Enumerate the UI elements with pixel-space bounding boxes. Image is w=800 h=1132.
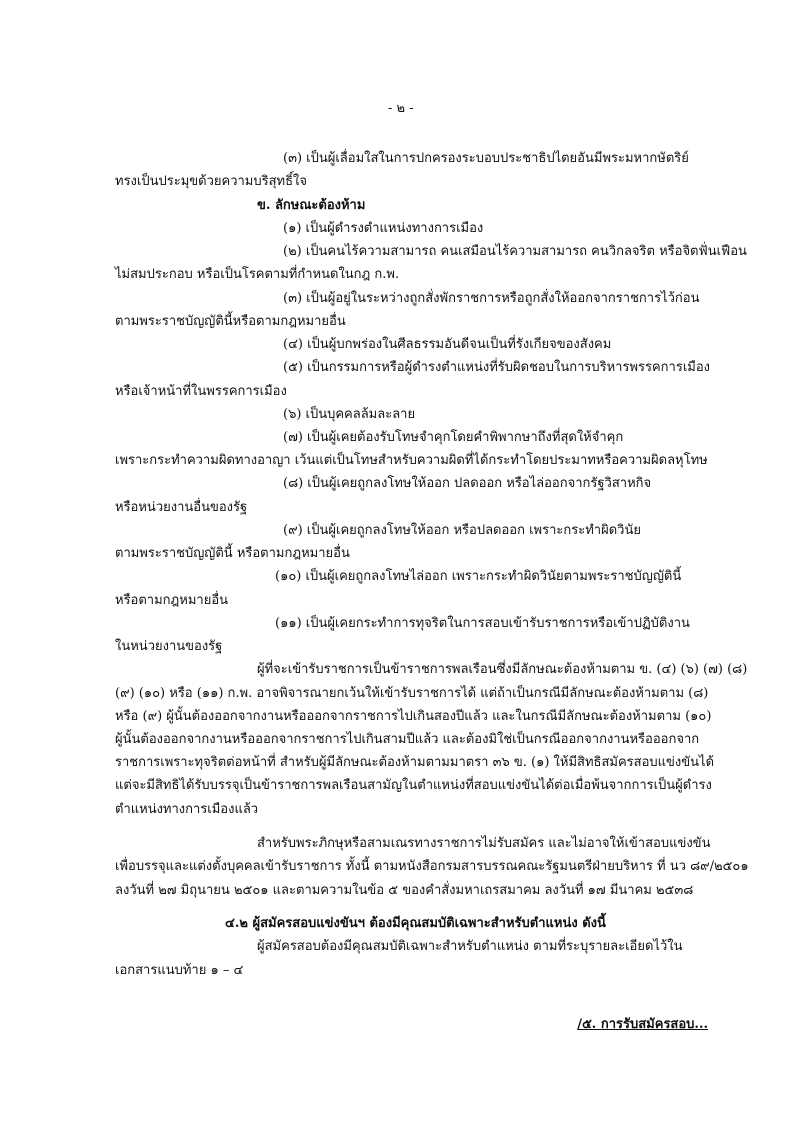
continuation-text: /๕. การรับสมัครสอบ... <box>577 1017 708 1032</box>
text-line: (๑) เป็นผู้ดำรงตำแหน่งทางการเมือง <box>283 221 484 236</box>
section-heading: ๔.๒ ผู้สมัครสอบแข่งขันฯ ต้องมีคุณสมบัติเฉพาะสำหรับตำแหน่ง ดังนี้ <box>225 916 606 931</box>
text-line: (๓) เป็นผู้อยู่ในระหว่างถูกสั่งพักราชการหรือถูกสั่งให้ออกจากราชการไว้ก่อน <box>283 291 700 306</box>
text-line: ในหน่วยงานของรัฐ <box>115 639 223 654</box>
text-line: หรือหน่วยงานอื่นของรัฐ <box>115 500 248 515</box>
text-line: ตำแหน่งทางการเมืองแล้ว <box>115 802 259 817</box>
text-line: เพราะกระทำความผิดทางอาญา เว้นแต่เป็นโทษสำหรับความผิดที่ได้กระทำโดยประมาทหรือความผิดลหุโทษ <box>115 453 708 468</box>
text-line: เอกสารแนบท้าย ๑ – ๔ <box>115 963 244 978</box>
text-line: สำหรับพระภิกษุหรือสามเณรทางราชการไม่รับสมัคร และไม่อาจให้เข้าสอบแข่งขัน <box>257 836 711 851</box>
text-line: (๙) เป็นผู้เคยถูกลงโทษให้ออก หรือปลดออก เพราะกระทำผิดวินัย <box>283 523 641 538</box>
continuation-note <box>577 1016 708 1034</box>
page-number: - ๒ - <box>388 101 414 116</box>
text-line: (๓) เป็นผู้เลื่อมใสในการปกครองระบอบประชาธิปไตยอันมีพระมหากษัตริย์ <box>283 151 689 166</box>
text-line: ราชการเพราะทุจริตต่อหน้าที่ สำหรับผู้มีลักษณะต้องห้ามตามมาตรา ๓๖ ข. (๑) ให้มีสิทธิสมัครสอบแข่งขันได้ <box>115 755 715 770</box>
text-line: ตามพระราชบัญญัตินี้หรือตามกฎหมายอื่น <box>115 314 346 329</box>
text-line: ทรงเป็นประมุขด้วยความบริสุทธิ์ใจ <box>115 174 308 189</box>
text-line: แต่จะมีสิทธิได้รับบรรจุเป็นข้าราชการพลเรือนสามัญในตำแหน่งที่สอบแข่งขันได้ต่อเมื่อพ้นจากการเป็นผู้ดำรง <box>115 778 712 793</box>
text-line: (๒) เป็นคนไร้ความสามารถ คนเสมือนไร้ความสามารถ คนวิกลจริต หรือจิตฟั่นเฟือน <box>283 244 747 259</box>
text-line: (๑๑) เป็นผู้เคยกระทำการทุจริตในการสอบเข้ารับราชการหรือเข้าปฏิบัติงาน <box>275 616 690 631</box>
text-line: (๗) เป็นผู้เคยต้องรับโทษจำคุกโดยคำพิพากษาถึงที่สุดให้จำคุก <box>283 430 624 445</box>
text-line: เพื่อบรรจุและแต่งตั้งบุคคลเข้ารับราชการ ทั้งนี้ ตามหนังสือกรมสารบรรณคณะรัฐมนตรีฝ่ายบริหาร ที่ นว ๘๙/๒๕๐๑ <box>115 859 749 874</box>
text-line: ไม่สมประกอบ หรือเป็นโรคตามที่กำหนดในกฎ ก.พ. <box>115 267 400 282</box>
text-line: ตามพระราชบัญญัตินี้ หรือตามกฎหมายอื่น <box>115 546 350 561</box>
text-line: ลงวันที่ ๒๗ มิถุนายน ๒๕๐๑ และตามความในข้อ ๕ ของคำสั่งมหาเถรสมาคม ลงวันที่ ๑๗ มีนาคม ๒๕๓๘ <box>115 883 694 898</box>
text-line: ผู้สมัครสอบต้องมีคุณสมบัติเฉพาะสำหรับตำแหน่ง ตามที่ระบุรายละเอียดไว้ใน <box>257 939 683 954</box>
text-line: (๑๐) เป็นผู้เคยถูกลงโทษไล่ออก เพราะกระทำผิดวินัยตามพระราชบัญญัตินี้ <box>275 569 682 584</box>
text-line: (๔) เป็นผู้บกพร่องในศีลธรรมอันดีจนเป็นที่รังเกียจของสังคม <box>283 337 612 352</box>
text-line: (๘) เป็นผู้เคยถูกลงโทษให้ออก ปลดออก หรือไล่ออกจากรัฐวิสาหกิจ <box>283 476 652 491</box>
text-line: หรือเจ้าหน้าที่ในพรรคการเมือง <box>115 384 287 399</box>
text-line: (๙) (๑๐) หรือ (๑๑) ก.พ. อาจพิจารณายกเว้นให้เข้ารับราชการได้ แต่ถ้าเป็นกรณีมีลักษณะต้องห้ามตาม (๘) <box>115 686 709 701</box>
text-line: (๖) เป็นบุคคลล้มละลาย <box>283 407 416 422</box>
text-line: ผู้ที่จะเข้ารับราชการเป็นข้าราชการพลเรือนซึ่งมีลักษณะต้องห้ามตาม ข. (๔) (๖) (๗) (๘) <box>257 662 748 677</box>
text-line: ผู้นั้นต้องออกจากงานหรือออกจากราชการไปเกินสามปีแล้ว และต้องมิใช่เป็นกรณีออกจากงานหรือออกจาก <box>115 732 700 747</box>
section-heading: ข. ลักษณะต้องห้าม <box>257 198 366 213</box>
text-line: หรือ (๙) ผู้นั้นต้องออกจากงานหรือออกจากราชการไปเกินสองปีแล้ว และในกรณีมีลักษณะต้องห้ามตาม (๑๐) <box>115 709 712 724</box>
text-line: (๕) เป็นกรรมการหรือผู้ดำรงตำแหน่งที่รับผิดชอบในการบริหารพรรคการเมือง <box>283 360 711 375</box>
text-line: หรือตามกฎหมายอื่น <box>115 593 229 608</box>
